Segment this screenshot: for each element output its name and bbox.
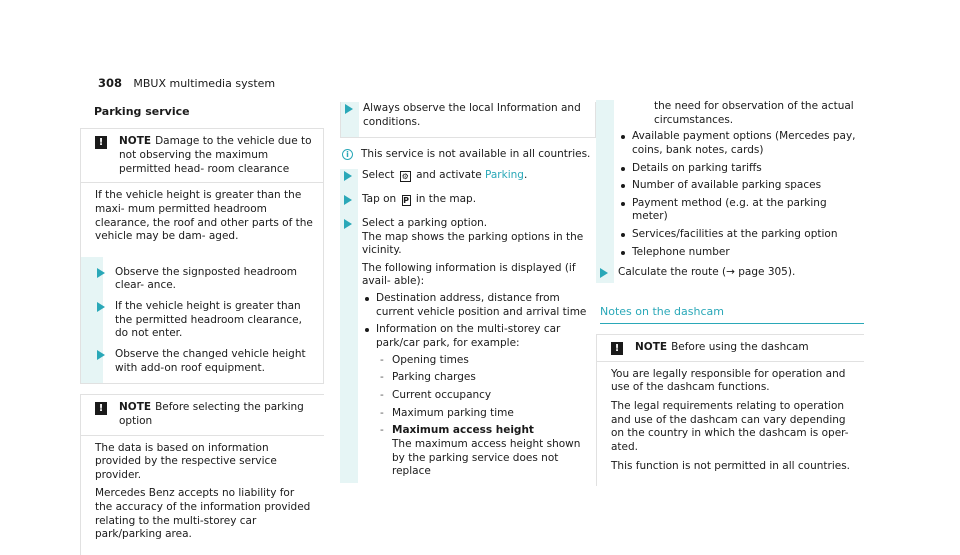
note-body <box>81 436 324 555</box>
arrow-icon <box>342 169 362 186</box>
step-calculate-route: Calculate the route (→ page 305). <box>598 266 864 283</box>
info-bullets <box>362 292 596 479</box>
warning-icon: ! <box>95 402 107 415</box>
parking-link[interactable]: Parking <box>485 168 524 181</box>
step-item: Observe the changed vehicle height with add-on roof equipment. <box>95 348 317 375</box>
list-item: Details on parking tariffs <box>618 162 864 176</box>
list-item: Telephone number <box>618 246 864 260</box>
continued-list <box>596 100 864 283</box>
note-body <box>597 362 864 486</box>
dash-list <box>376 354 596 479</box>
note-steps <box>81 257 323 383</box>
arrow-icon <box>95 348 115 375</box>
note-box-headroom <box>80 128 324 384</box>
list-item: Destination address, distance from current vehicle position and arrival time <box>362 292 596 319</box>
note-heading: Damage to the vehicle due to not observing the maximum permitted head- room clearance <box>119 135 312 175</box>
note-header <box>81 129 323 183</box>
page-header <box>98 76 275 92</box>
note-body <box>81 183 323 257</box>
list-item: Information on the multi-storey car park/car park, for example: - Opening times - Parking charges - Current occupancy - Maximum parking time - Maximum access height The maximum access height shown by the parking service does not replace <box>362 323 596 478</box>
note-box-parking-option <box>80 394 324 555</box>
parking-p-icon: P <box>403 195 409 205</box>
arrow-icon <box>342 193 362 210</box>
note-heading: Before selecting the parking option <box>119 401 304 427</box>
note-paragraph: This function is not permitted in all countries. <box>611 459 851 472</box>
list-item: - Parking charges <box>376 371 596 385</box>
note-box-dashcam <box>596 334 864 486</box>
warning-icon: ! <box>611 342 623 355</box>
note-paragraph: Mercedes Benz accepts no liability for the accuracy of the information provided relating to the multi-storey car park/parking area. <box>95 487 311 541</box>
list-item: Payment method (e.g. at the parking meter) <box>618 197 864 224</box>
list-item: - Current occupancy <box>376 389 596 403</box>
note-header <box>81 395 324 435</box>
column-2 <box>340 100 596 483</box>
step-select-parking: Select ⚙ and activate Parking. <box>342 169 596 186</box>
step-item: Always observe the local Information and conditions. <box>343 102 587 129</box>
note-header <box>597 335 864 362</box>
page-running-title: MBUX multimedia system <box>133 77 276 90</box>
arrow-icon <box>342 217 362 483</box>
arrow-icon <box>343 102 363 129</box>
note-label: NOTE <box>119 135 152 148</box>
arrow-icon <box>598 266 618 283</box>
arrow-icon <box>95 300 115 341</box>
note-label: NOTE <box>119 401 152 414</box>
info-bullets <box>618 130 864 259</box>
note-paragraph: You are legally responsible for operation and use of the dashcam functions. <box>611 367 846 394</box>
note-paragraph: The data is based on information provided by the respective service provider. <box>95 441 277 481</box>
list-item: - Opening times <box>376 354 596 368</box>
step-tap-p: Tap on P in the map. <box>342 193 596 210</box>
step-item: If the vehicle height is greater than the permitted headroom clearance, do not enter. <box>95 300 317 341</box>
column-1 <box>80 100 324 555</box>
note-paragraph: The legal requirements relating to operation and use of the dashcam can vary depending on the country in which the dashcam is oper- ated. <box>611 399 849 453</box>
continuation-text: the need for observation of the actual circumstances. <box>654 100 854 126</box>
section-title: Parking service <box>94 105 190 118</box>
steps-list <box>340 169 596 483</box>
step-item: Observe the signposted headroom clear- ance. <box>95 266 317 293</box>
column-3 <box>596 100 864 486</box>
list-item: Services/facilities at the parking option <box>618 228 864 242</box>
note-paragraph: If the vehicle height is greater than the maxi- mum permitted headroom clearance, the roof and other parts of the vehicle may be dam- aged. <box>95 189 313 243</box>
list-item: - Maximum access height The maximum access height shown by the parking service does not replace <box>376 424 596 479</box>
continued-step-box <box>340 102 596 138</box>
info-note <box>340 148 596 162</box>
notes-dashcam-heading: Notes on the dashcam <box>600 305 864 323</box>
warning-icon: ! <box>95 136 107 149</box>
step-select-option: Select a parking option. The map shows the parking options in the vicinity. The following information is displayed (if avail- able): Destination address, distance from current vehicle position and arrival time Information on the multi-storey car park/car park, for example: - Opening times - Parking charges - Current occupancy - Maximum parking time - Maximum access height The maximum access height shown by the parking service does not replace <box>342 217 596 483</box>
list-item: - Maximum parking time <box>376 407 596 421</box>
note-heading: Before using the dashcam <box>671 340 809 353</box>
note-label: NOTE <box>635 340 668 353</box>
info-icon: i <box>342 149 353 160</box>
info-text: This service is not available in all countries. <box>361 148 591 161</box>
gear-icon: ⚙ <box>401 171 409 181</box>
list-item: Available payment options (Mercedes pay, coins, bank notes, cards) <box>618 130 864 157</box>
list-item: Number of available parking spaces <box>618 179 864 193</box>
arrow-icon <box>95 266 115 293</box>
page-number: 308 <box>98 76 123 90</box>
